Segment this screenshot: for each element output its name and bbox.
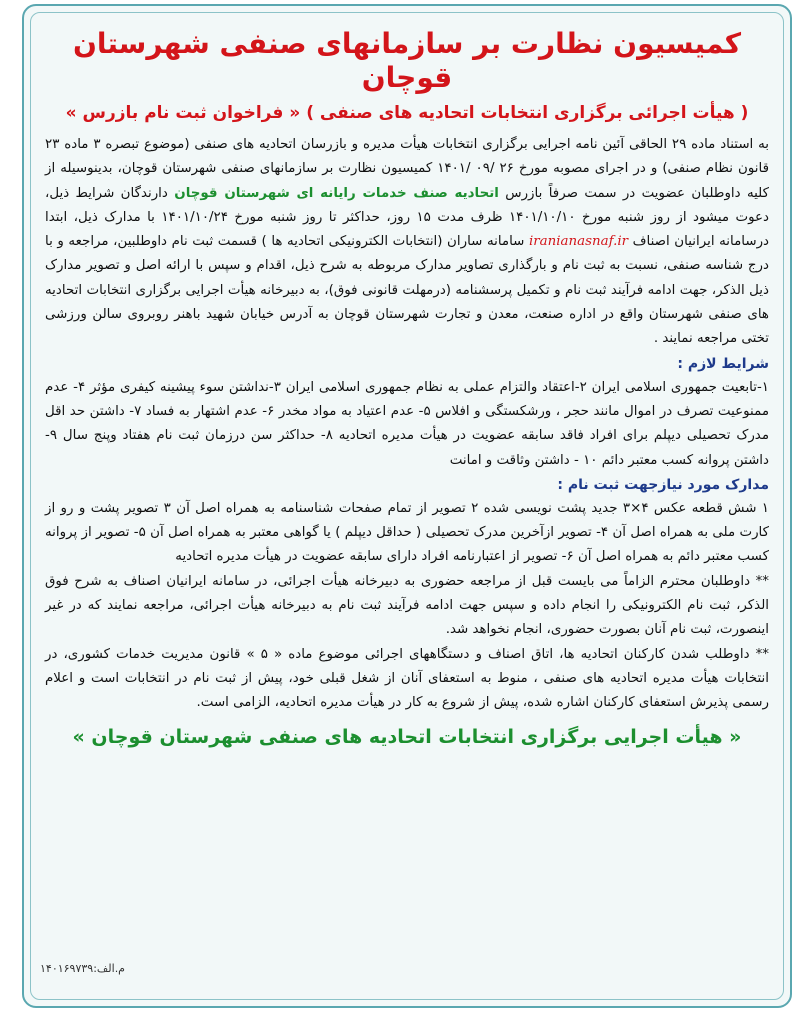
note-employees: ** داوطلب شدن کارکنان اتحادیه ها، اتاق اصناف و دستگاههای اجرائی موضوع ماده « ۵ » قانون مدیریت خدمات کشوری، در انتخابات هیأت مدیره اتحادیه های صنفی ، منوط به استعفای آنان از شغل قبلی خود، پیش از ثبت نام در انتخابات است و اعلام رسمی پذیرش استعفای کارکنان اشاره شده، پیش از شروع به کار در هیأت مدیره اتحادیه، الزامی است. bbox=[45, 646, 769, 711]
notice-title: کمیسیون نظارت بر سازمانهای صنفی شهرستان قوچان bbox=[72, 27, 742, 94]
conditions-text: ۱-تابعیت جمهوری اسلامی ایران ۲-اعتقاد والتزام عملی به نظام جمهوری اسلامی ایران ۳-نداشتن سوء پیشینه کیفری مؤثر ۴- عدم ممنوعیت تصرف در اموال مانند حجر ، ورشکستگی و افلاس ۵- عدم اعتیاد به مواد مخدر ۶- عدم اشتهار به فساد ۷- داشتن حد اقل مدرک تحصیلی دیپلم برای افراد فاقد سابقه عضویت در هیأت مدیره اتحادیه ۸- حداکثر سن درزمان ثبت نام هفتاد وپنج سال ۹- داشتن پروانه کسب معتبر دائم ۱۰ - داشتن وثاقت و امانت bbox=[45, 379, 769, 468]
intro-text-2: دارندگان شرایط ذیل، دعوت میشود از روز شنبه مورخ ۱۴۰۱/۱۰/۱۰ ظرف مدت ۱۵ روز، حداکثر تا روز شنبه مورخ ۱۴۰۱/۱۰/۲۴ با مدارک ذیل، ابتدا درسامانه ایرانیان اصناف bbox=[45, 185, 769, 250]
documents-heading: مدارک مورد نیازجهت ثبت نام : bbox=[557, 476, 769, 493]
notice-signature: « هیأت اجرایی برگزاری انتخابات اتحادیه های صنفی شهرستان قوچان » bbox=[72, 725, 742, 748]
notice-subtitle: ( هیأت اجرائی برگزاری انتخابات اتحادیه های صنفی ) « فراخوان ثبت نام بازرس » bbox=[65, 103, 749, 123]
conditions-heading: شرایط لازم : bbox=[677, 355, 769, 372]
publication-code: م.الف:۱۴۰۱۶۹۷۳۹ bbox=[40, 962, 125, 975]
website-link[interactable]: iranianasnaf.ir bbox=[528, 234, 629, 250]
documents-text: ۱ شش قطعه عکس ۴×۳ جدید پشت نویسی شده ۲ تصویر از تمام صفحات شناسنامه به همراه اصل آن ۳ تصویر پشت و رو از کارت ملی به همراه اصل آن ۴- تصویر ازآخرین مدرک تحصیلی ( حداقل دیپلم ) یا گواهی معتبر به همراه اصل آن ۵- تصویر از پروانه کسب معتبر دائم به همراه اصل آن ۶- تصویر از اعتبارنامه افراد دارای سابقه عضویت در هیأت مدیره اتحادیه bbox=[45, 500, 770, 565]
notice-body bbox=[30, 12, 784, 1000]
intro-text-3: سامانه ساران (انتخابات الکترونیکی اتحادیه ها ) قسمت ثبت نام داوطلبین، مراجعه و با درج شناسه صنفی، نسبت به ثبت نام و بارگذاری تصاویر مدارک مربوطه به شرح ذیل، اقدام و سپس با ارائه اصل و تصویر مدارک ذیل الذکر، جهت ادامه فرآیند ثبت نام و تکمیل پرسشنامه (درمهلت قانونی فوق)، به دبیرخانه هیأت اجرایی برگزاری انتخابات اتحادیه های صنفی شهرستان واقع در اداره صنعت، معدن و تجارت شهرستان قوچان به آدرس خیابان شهید باهنر روبروی سالن ورزشی تختی مراجعه نمایند . bbox=[45, 234, 769, 347]
note-online-registration: ** داوطلبان محترم الزاماً می بایست قبل از مراجعه حضوری به دبیرخانه هیأت اجرائی، در سامانه ایرانیان اصناف به شرح فوق الذکر، ثبت نام الکترونیکی را انجام داده و سپس جهت ادامه فرآیند ثبت نام به دبیرخانه هیأت اجرائی، مراجعه نمایند که در غیر اینصورت، ثبت نام آنان بصورت حضوری، انجام نخواهد شد. bbox=[45, 573, 769, 638]
union-name: اتحادیه صنف خدمات رایانه ای شهرستان قوچان bbox=[174, 185, 499, 201]
intro-paragraph bbox=[45, 133, 769, 352]
intro-text-1: به استناد ماده ۲۹ الحاقی آئین نامه اجرایی برگزاری انتخابات هیأت مدیره و بازرسان اتحادیه های صنفی (موضوع تبصره ۳ ماده ۲۳ قانون نظام صنفی) و در اجرای مصوبه مورخ ۲۶ /۰۹ /۱۴۰۱ کمیسیون نظارت بر سازمانهای صنفی شهرستان قوچان، بدینوسیله از کلیه داوطلبان عضویت در سمت صرفاً بازرس bbox=[45, 137, 770, 201]
